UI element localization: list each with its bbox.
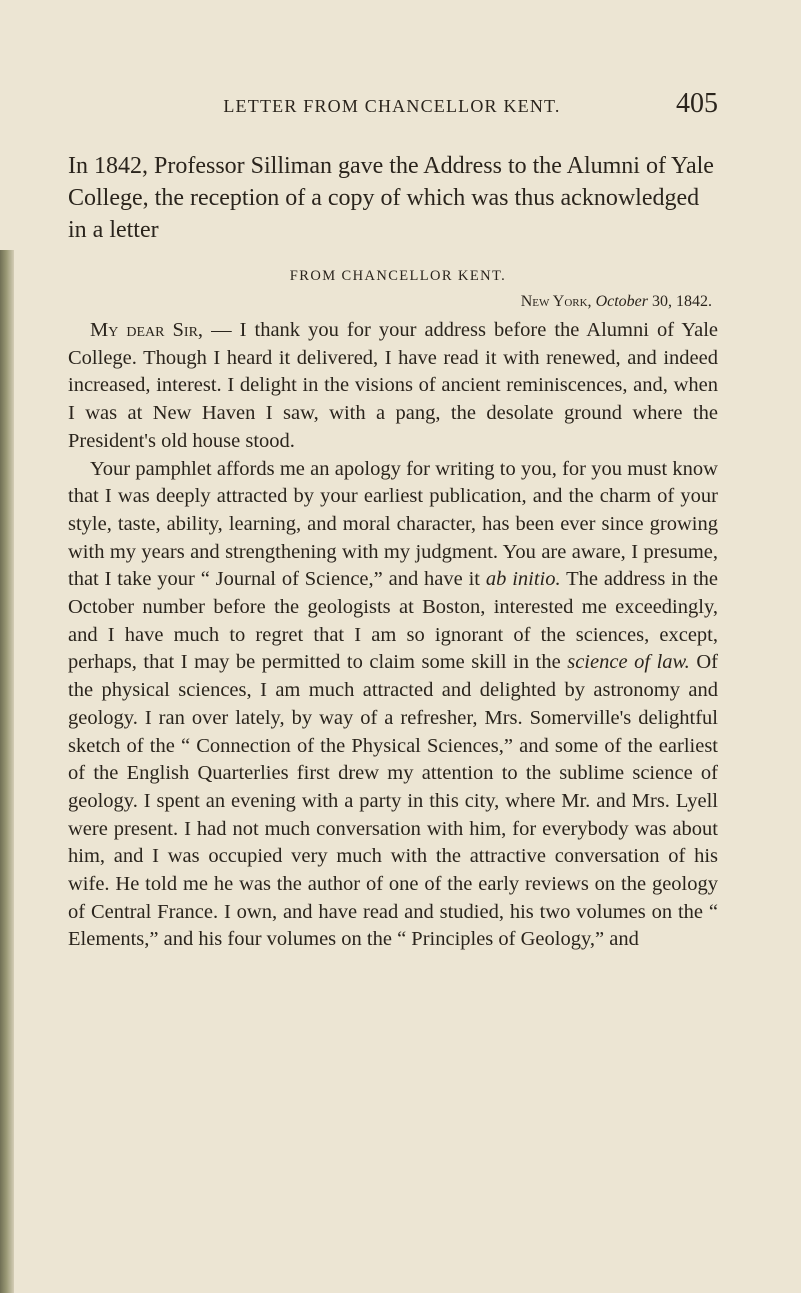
running-title: LETTER FROM CHANCELLOR KENT. <box>223 96 561 116</box>
paragraph-2-text-a: Your pamphlet affords me an apology for writing to you, for you must know that I was deeply attracted by your earliest publication, and the charm of your style, taste, ability, learning, and moral character, has been ever since growing with my years and strengthening with my judgment. You are aware, I presume, that I take your “ Journal of Science,” and have it <box>68 457 718 591</box>
book-page <box>68 88 718 954</box>
dateline-rest: 30, 1842. <box>648 293 712 310</box>
letter-body <box>68 317 718 954</box>
letter-paragraph-1 <box>68 317 718 456</box>
page-number: 405 <box>676 88 718 119</box>
letter-paragraph-2 <box>68 456 718 955</box>
dateline <box>68 293 712 311</box>
intro-paragraph: In 1842, Professor Silliman gave the Address to the Alumni of Yale College, the reception of a copy of which was thus acknowledged in a letter <box>68 153 714 243</box>
science-of-law-phrase: science of law. <box>567 651 690 674</box>
paragraph-2-text-c: Of the physical sciences, I am much attracted and delighted by astronomy and geology. I ran over lately, by way of a refresher, Mrs. Somerville's delightful sketch of the “ Connection of the Physical Sciences,” and some of the earliest of the English Quarterlies first drew my attention to the sublime science of geology. I spent an evening with a party in this city, where Mr. and Mrs. Lyell were present. I had not much conversation with him, for everybody was about him, and I was occupied very much with the attractive conversation of his wife. He told me he was the author of one of the early reviews on the geology of Central France. I own, and have read and studied, his two volumes on the “ Elements,” and his four volumes on the “ Principles of Geology,” and <box>68 651 718 951</box>
dateline-month: October <box>595 293 648 310</box>
paragraph-2-text-b: The address in the October number before the geologists at Boston, interested me exceedingly, and I have much to regret that I am so ignorant of the sciences, except, perhaps, that I may be permitted to claim some skill in the <box>68 568 718 674</box>
letter-title: FROM CHANCELLOR KENT. <box>289 268 507 284</box>
running-head <box>68 88 718 120</box>
salutation: My dear Sir, <box>90 319 204 341</box>
latin-phrase: ab initio. <box>485 568 561 591</box>
dateline-place: New York, <box>520 293 592 310</box>
book-binding-edge <box>0 250 14 1293</box>
paragraph-1-text: — I thank you for your address before the Alumni of Yale College. Though I heard it delivered, I have read it with renewed, and indeed increased, interest. I delight in the visions of ancient reminiscences, and, when I was at New Haven I saw, with a pang, the desolate ground where the President's old house stood. <box>68 319 718 452</box>
